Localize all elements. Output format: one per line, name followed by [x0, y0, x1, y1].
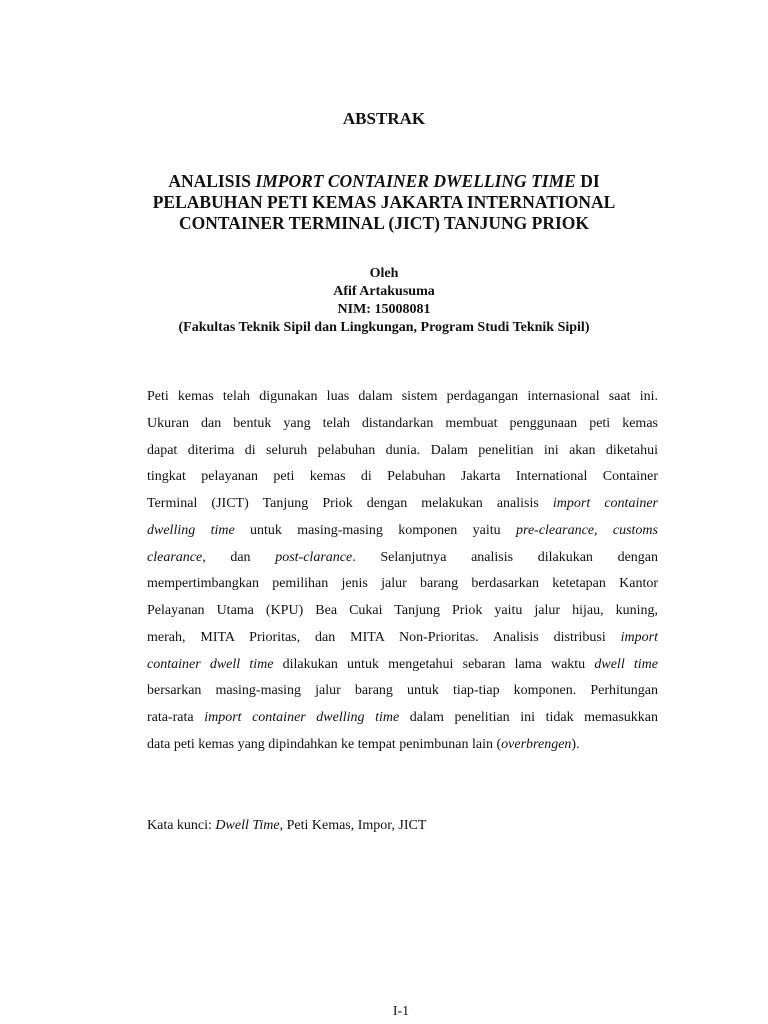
abstract-text: . Selanjutnya analisis dilakukan dengan: [352, 549, 659, 565]
abstract-line: dapat diterima di seluruh pelabuhan dunia. Dalam penelitian ini akan diketahui: [147, 442, 658, 458]
abstract-italic-text: customs: [612, 522, 658, 538]
title-text: ANALISIS: [168, 171, 256, 191]
abstract-line: bersarkan masing-masing jalur barang untuk tiap-tiap komponen. Perhitungan: [147, 683, 658, 699]
abstract-text: data peti kemas yang dipindahkan ke tempat penimbunan lain (: [147, 736, 502, 752]
title-line-1: [0, 171, 768, 192]
keywords-label: Kata kunci:: [147, 818, 216, 833]
abstract-line: [147, 518, 658, 545]
abstract-line: mempertimbangkan pemilihan jenis jalur barang berdasarkan ketetapan Kantor: [147, 576, 658, 592]
keywords-rest: , Peti Kemas, Impor, JICT: [279, 818, 427, 833]
abstract-italic-text: dwell time: [594, 656, 658, 672]
title-text: DI: [575, 171, 600, 191]
abstract-italic-text: import container: [552, 496, 658, 511]
abstract-italic-text: overbrengen: [501, 736, 572, 752]
keyword-italic: Dwell Time: [215, 818, 280, 833]
abstract-line: tingkat pelayanan peti kemas di Pelabuhan Jakarta International Container: [147, 469, 658, 485]
title-line-3: CONTAINER TERMINAL (JICT) TANJUNG PRIOK: [179, 213, 589, 233]
keywords-line: [147, 816, 426, 836]
abstract-text: dalam penelitian ini tidak memasukkan: [399, 710, 658, 725]
author-name: Afif Artakusuma: [333, 284, 435, 299]
abstract-line: Ukuran dan bentuk yang telah distandarkan membuat penggunaan peti kemas: [147, 415, 658, 431]
abstract-text: ).: [571, 736, 580, 752]
abstract-italic-text: import container dwelling time: [204, 710, 400, 725]
abstract-text: merah, MITA Prioritas, dan MITA Non-Prioritas. Analisis distribusi: [147, 629, 621, 645]
abstract-body: [147, 384, 658, 759]
abstract-italic-text: import: [620, 629, 658, 645]
abstract-italic-text: post-clarance: [275, 549, 353, 565]
abstract-text: Terminal (JICT) Tanjung Priok dengan melakukan analisis: [147, 496, 553, 511]
abstract-line: [147, 732, 658, 759]
author-block: [0, 265, 768, 337]
abstract-line: [147, 545, 658, 572]
abstract-text: rata-rata: [147, 710, 205, 725]
abstract-line: [147, 625, 658, 652]
abstract-line: [147, 652, 658, 679]
title-italic-text: IMPORT CONTAINER DWELLING TIME: [255, 171, 576, 191]
abstract-line: Pelayanan Utama (KPU) Bea Cukai Tanjung Priok yaitu jalur hijau, kuning,: [147, 603, 658, 618]
abstract-text: dilakukan untuk mengetahui sebaran lama waktu: [273, 656, 595, 672]
page-number: I-1: [392, 1004, 410, 1019]
abstract-italic-text: clearance: [147, 549, 203, 565]
thesis-title: [0, 171, 768, 234]
abstract-heading: ABSTRAK: [342, 109, 426, 128]
abstract-line: [147, 491, 658, 518]
faculty-program: (Fakultas Teknik Sipil dan Lingkungan, Program Studi Teknik Sipil): [178, 320, 590, 335]
abstract-italic-text: pre-clearance: [516, 522, 595, 538]
abstract-line: Peti kemas telah digunakan luas dalam sistem perdagangan internasional saat ini.: [147, 389, 658, 404]
title-line-2: PELABUHAN PETI KEMAS JAKARTA INTERNATIONAL: [152, 192, 616, 212]
abstract-line: [147, 705, 658, 732]
abstract-text: ,: [594, 522, 613, 538]
abstract-italic-text: dwelling time: [147, 522, 235, 538]
abstract-text: , dan: [202, 549, 276, 565]
abstract-italic-text: container dwell time: [147, 656, 274, 672]
student-id: NIM: 15008081: [337, 302, 431, 317]
abstract-text: untuk masing-masing komponen yaitu: [234, 522, 517, 538]
author-by: Oleh: [369, 266, 399, 281]
